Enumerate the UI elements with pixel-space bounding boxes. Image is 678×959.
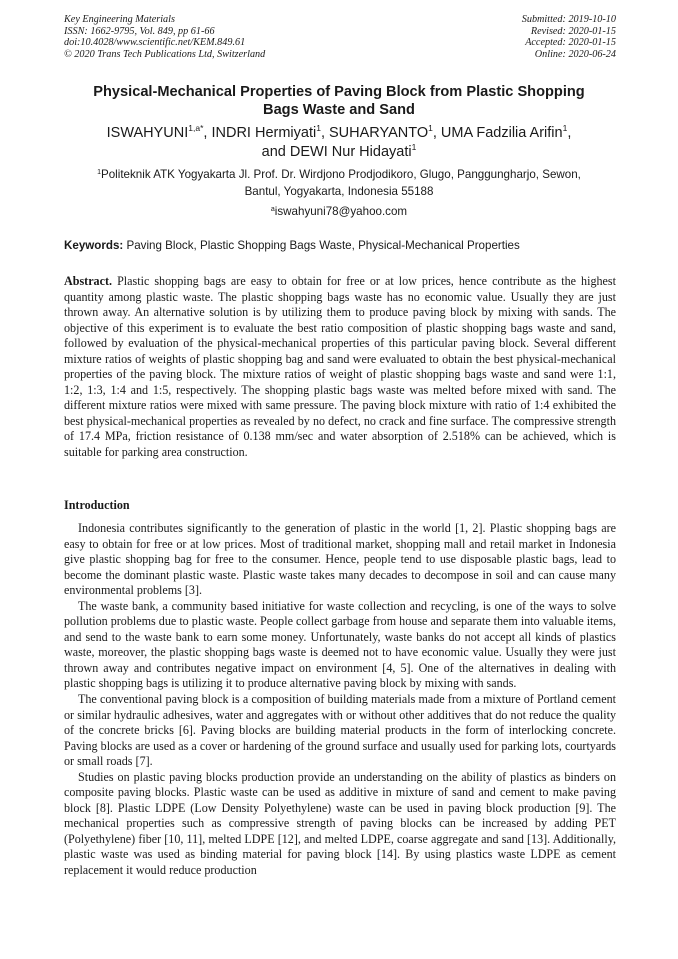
paragraph: Studies on plastic paving blocks production provide an understanding on the ability of plastics as binders on composite paving blocks. Plastic waste can be used as additive in mixture of sand and cement to make paving block [8]. Plastic LDPE (Low Density Polyethylene) waste can be used in paving block production [9]. The mechanical properties such as compressive strength of paving blocks can be increased by adding PET (Polyethylene) fiber [10, 11], melted LDPE [12], and melted LDPE, coarse aggregate and sand [13]. Additionally, plastic waste was used as binding material for paving block [14]. By using plastics waste LDPE as cement replacement it would reduce production — [64, 769, 616, 878]
paragraph: The waste bank, a community based initiative for waste collection and recycling, is one of the ways to solve pollution problems due to plastic waste. People collect garbage from house and separate them into valuable items, and send to the waste bank to earn some money. Unfortunately, waste banks do not accept all kinds of plastics waste, moreover, the plastic shopping bags waste is deemed not to have economic value. Usually they were just thrown away and contributes negative impact on environment [4, 5]. One of the alternatives in dealing with plastic shopping bags is utilizing it to produce alternative paving block by mixing with sands. — [64, 598, 616, 691]
author-affiliation-mark: 1 — [428, 123, 433, 133]
paragraph: Indonesia contributes significantly to the generation of plastic in the world [1, 2]. Plastic shopping bags are easy to obtain for free or at low prices. Most of traditional market, shopping mall and retail market in Indonesia give plastic shopping bag for free to the consumer. Hence, people tend to use disposable plastic bags, lead to become the dominant plastic waste. Plastic waste takes many decades to decompose in soil and can cause many environmental problems [3]. — [64, 521, 616, 598]
author-affiliation-mark: 1,a* — [188, 123, 204, 133]
affiliation — [60, 167, 618, 200]
abstract — [64, 274, 616, 461]
accepted-date: Accepted: 2020-01-15 — [525, 37, 616, 49]
publication-dates — [522, 14, 616, 61]
keywords — [64, 239, 616, 252]
section-heading-introduction: Introduction — [64, 498, 130, 512]
author-affiliation-mark: 1 — [316, 123, 321, 133]
email-address[interactable]: iswahyuni78@yahoo.com — [274, 205, 408, 218]
title-line: Bags Waste and Sand — [263, 102, 415, 118]
paper-title — [50, 83, 628, 119]
email-mark: a — [270, 206, 275, 213]
issn: ISSN: 1662-9795, Vol. 849, pp 61-66 — [64, 25, 215, 37]
affiliation-mark: 1 — [97, 169, 101, 176]
doi[interactable]: doi:10.4028/www.scientific.net/KEM.849.61 — [64, 37, 246, 49]
submitted-date: Submitted: 2019-10-10 — [521, 14, 616, 25]
journal-info — [64, 14, 265, 61]
title-line: Physical-Mechanical Properties of Paving Block from Plastic Shopping — [93, 84, 585, 100]
journal-name: Key Engineering Materials — [64, 14, 175, 25]
introduction-body — [64, 521, 616, 879]
author-name: ISWAHYUNI — [106, 125, 189, 141]
affiliation-line: Bantul, Yogyakarta, Indonesia 55188 — [244, 184, 434, 198]
author-affiliation-mark: 1 — [411, 141, 417, 152]
abstract-label: Abstract. — [64, 274, 113, 288]
author-affiliation-mark: 1 — [562, 123, 568, 133]
abstract-text: Plastic shopping bags are easy to obtain for free or at low prices, hence contribute as the highest quantity among plastic waste. The plastic shopping bags waste has no economic value. Usually they are just thrown away. An alternative solution is by utilizing them to produce paving block by mixing with sands. The objective of this experiment is to evaluate the best ratio composition of plastic shopping bags waste and sand, followed by evaluation of the physical-mechanical properties of this particular paving block. Several different mixture ratios of weights of plastic shopping bag and sand were evaluated to obtain the best physical-mechanical properties of the paving block. The mixture ratios of weight of plastic shopping bags waste and sand were 1:1, 1:2, 1:3, 1:4 and 1:5, respectively. The shopping plastic bags waste was melted before mixed with sand. The different mixture ratios were mixed with same pressure. The paving block mixture with ratio of 1:4 exhibited the best physical-mechanical properties as revealed by no defect, no crack and fine surface. The compressive strength of 17.4 MPa, friction resistance of 0.138 mm/sec and water absorption of 2.518% can be achieved, which is suitable for parking area construction. — [64, 274, 616, 460]
author-name: SUHARYANTO — [329, 125, 429, 141]
author-name: UMA Fadzilia Arifin — [440, 125, 563, 141]
corresponding-email — [0, 205, 678, 218]
author-name: DEWI Nur Hidayati — [289, 143, 412, 160]
author-name: INDRI Hermiyati — [211, 125, 317, 141]
revised-date: Revised: 2020-01-15 — [530, 25, 616, 37]
online-date: Online: 2020-06-24 — [534, 49, 616, 61]
keywords-text: Paving Block, Plastic Shopping Bags Waste, Physical-Mechanical Properties — [123, 239, 520, 252]
copyright: © 2020 Trans Tech Publications Ltd, Switzerland — [64, 49, 266, 61]
affiliation-line: Politeknik ATK Yogyakarta Jl. Prof. Dr. Wirdjono Prodjodikoro, Glugo, Panggungharjo, Sewon, — [101, 168, 581, 181]
author-list: $ISWAHYUNI^{1,a*}$, INDRI Hermiyati$^1$, SUHARYANTO$^1$, UMA Fadzilia Arifin$^1$, and DEWI Nur Hidayati$^1$ — [106, 123, 572, 160]
paragraph: The conventional paving block is a composition of building materials made from a mixture of Portland cement or similar hydraulic adhesives, water and aggregates with or without other additives that do not reduce the quality of the concrete bricks [6]. Paving blocks are building material products in the form of interlocking concrete. Paving blocks are used as a cover or hardening of the ground surface and usually used for parking lots, courtyards or small roads [7]. — [64, 692, 616, 769]
keywords-label: Keywords: — [64, 239, 124, 252]
